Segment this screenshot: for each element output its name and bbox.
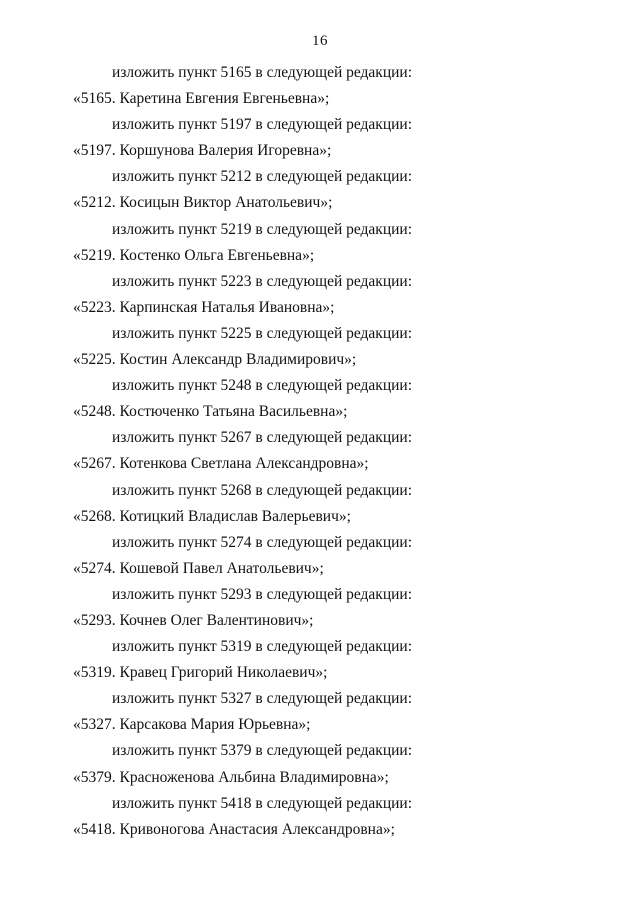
amendment-instruction: изложить пункт 5225 в следующей редакции: [112, 324, 413, 342]
amendment-instruction: изложить пункт 5418 в следующей редакции: [112, 794, 413, 812]
amendment-item: «5225. Костин Александр Владимирович»; [73, 351, 357, 369]
amendment-instruction: изложить пункт 5223 в следующей редакции: [112, 272, 413, 290]
amendment-instruction: изложить пункт 5319 в следующей редакции: [112, 638, 413, 656]
amendment-instruction: изложить пункт 5274 в следующей редакции: [112, 533, 413, 551]
amendment-item: «5418. Кривоногова Анастасия Александровна»; [73, 820, 395, 838]
amendment-instruction: изложить пункт 5267 в следующей редакции: [112, 429, 413, 447]
amendment-item: «5223. Карпинская Наталья Ивановна»; [73, 298, 335, 316]
page-number: 16 [312, 33, 328, 49]
amendment-item: «5293. Кочнев Олег Валентинович»; [73, 611, 314, 629]
amendment-item: «5268. Котицкий Владислав Валерьевич»; [73, 507, 351, 525]
amendment-item: «5267. Котенкова Светлана Александровна»; [73, 455, 369, 473]
amendment-item: «5327. Карсакова Мария Юрьевна»; [73, 716, 311, 734]
amendment-instruction: изложить пункт 5197 в следующей редакции: [112, 116, 413, 134]
amendment-item: «5319. Кравец Григорий Николаевич»; [73, 664, 328, 682]
amendment-item: «5219. Костенко Ольга Евгеньевна»; [73, 246, 315, 264]
amendment-instruction: изложить пункт 5219 в следующей редакции: [112, 220, 413, 238]
amendment-item: «5212. Косицын Виктор Анатольевич»; [73, 194, 333, 212]
amendment-instruction: изложить пункт 5379 в следующей редакции: [112, 742, 413, 760]
amendment-instruction: изложить пункт 5248 в следующей редакции: [112, 377, 413, 395]
amendment-list [0, 60, 640, 843]
amendment-instruction: изложить пункт 5165 в следующей редакции: [112, 64, 413, 81]
amendment-item: «5248. Костюченко Татьяна Васильевна»; [73, 403, 348, 421]
amendment-item: «5274. Кошевой Павел Анатольевич»; [73, 559, 324, 577]
amendment-instruction: изложить пункт 5212 в следующей редакции: [112, 168, 413, 186]
amendment-instruction: изложить пункт 5293 в следующей редакции: [112, 585, 413, 603]
amendment-item: «5379. Красноженова Альбина Владимировна»; [73, 768, 389, 786]
amendment-instruction: изложить пункт 5327 в следующей редакции: [112, 690, 413, 708]
amendment-instruction: изложить пункт 5268 в следующей редакции: [112, 481, 413, 499]
amendment-item: «5197. Коршунова Валерия Игоревна»; [73, 142, 332, 160]
amendment-item: «5165. Каретина Евгения Евгеньевна»; [73, 90, 330, 108]
